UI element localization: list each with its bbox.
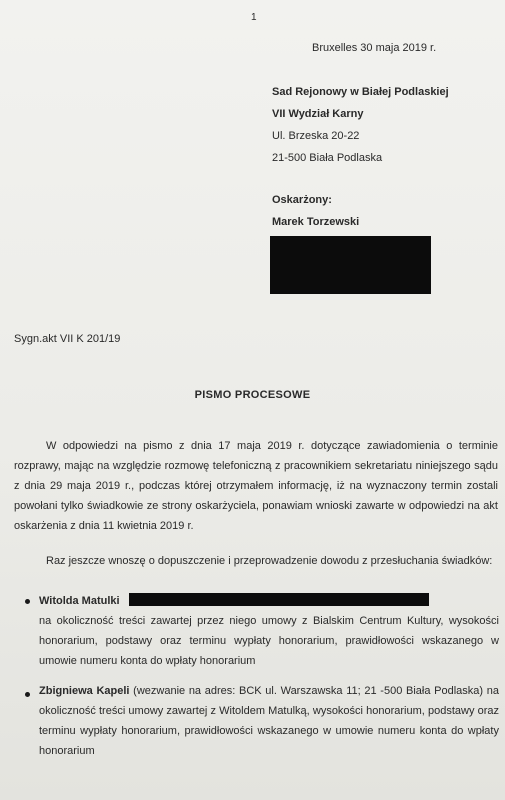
witness-item: [39, 681, 499, 761]
paragraph-witness-request: [14, 551, 498, 571]
addressee-court: Sad Rejonowy w Białej Podlaskiej: [272, 86, 449, 98]
redacted-address-block: [270, 236, 431, 294]
addressee-department: VII Wydział Karny: [272, 108, 364, 120]
document-title: PISMO PROCESOWE: [194, 389, 311, 401]
witness-name: Witolda Matulki: [39, 595, 120, 607]
date-line: Bruxelles 30 maja 2019 r.: [312, 42, 437, 54]
witness-circumstances: na okoliczność treści umowy zawartej z Witoldem Matulką, wysokości honorarium, podstawy oraz terminu wypłaty honorarium, prawidłowości wskazanego w umowie numeru konta do wpłaty honorarium: [39, 685, 499, 757]
accused-label: Oskarżony:: [272, 194, 332, 206]
paragraph-response: [14, 436, 498, 536]
paragraph-response-text: W odpowiedzi na pismo z dnia 17 maja 2019 r. dotyczące zawiadomienia o terminie rozprawy, mając na względzie rozmowę telefoniczną z pracownikiem sekretariatu niniejszego sądu z dnia 29 maja 2019 r., podczas której otrzymałem informację, iż na wyznaczony termin zostali powołani tylko świadkowie ze strony oskarżyciela, ponawiam wnioski zawarte w odpowiedzi na akt oskarżenia z dnia 11 kwietnia 2019 r.: [14, 440, 498, 532]
witness-name: Zbigniewa Kapeli: [39, 685, 130, 697]
case-signature: Sygn.akt VII K 201/19: [14, 333, 121, 345]
addressee-street: Ul. Brzeska 20-22: [272, 130, 360, 142]
witness-detail: (wezwanie na adres: BCK ul. Warszawska 11; 21 -500 Biała Podlaska): [129, 685, 484, 697]
witness-item: [39, 591, 499, 671]
redacted-witness-address: [129, 593, 429, 606]
witness-circumstances: na okoliczność treści zawartej przez niego umowy z Bialskim Centrum Kultury, wysokości honorarium, podstawy oraz terminu wypłaty honorarium, prawidłowości wskazanego w umowie numeru konta do wpłaty honorarium: [39, 615, 499, 667]
addressee-city: 21-500 Biała Podlaska: [272, 152, 383, 164]
page-number: 1: [251, 12, 257, 23]
bullet-icon: [25, 692, 30, 697]
bullet-icon: [25, 599, 30, 604]
accused-name: Marek Torzewski: [272, 216, 360, 228]
paragraph-witness-request-text: Raz jeszcze wnoszę o dopuszczenie i przeprowadzenie dowodu z przesłuchania świadków:: [46, 555, 493, 567]
